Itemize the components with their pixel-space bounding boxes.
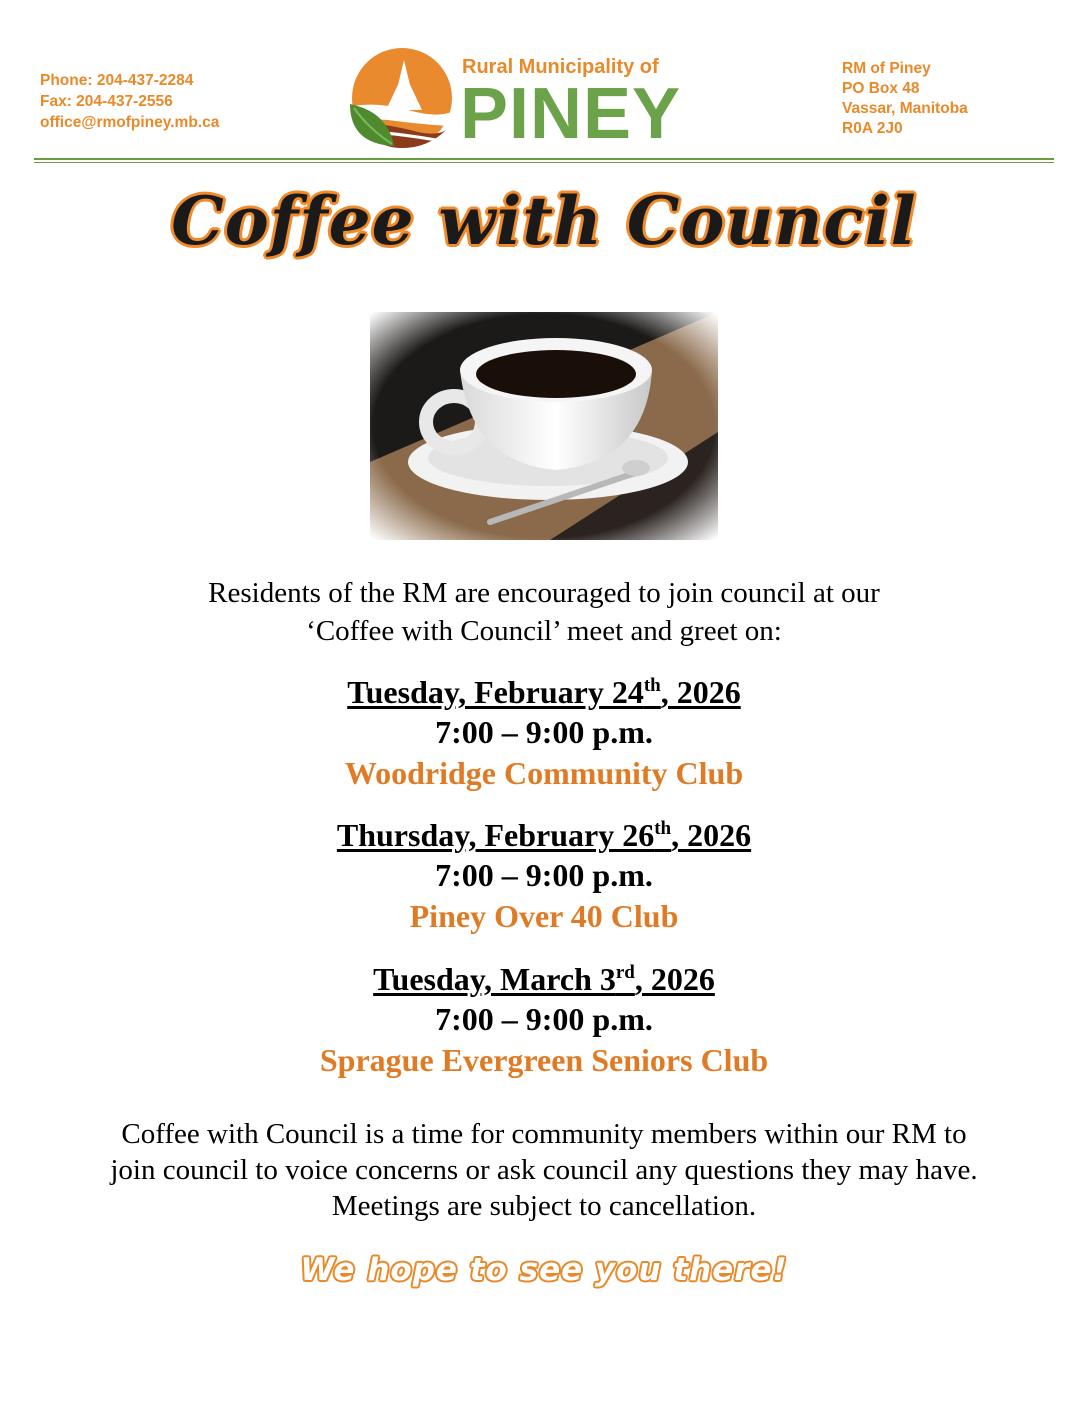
address-line: RM of Piney	[842, 60, 931, 77]
municipality-logo	[348, 46, 708, 154]
piney-emblem-icon	[348, 46, 458, 150]
description-line: Coffee with Council is a time for community members within our RM to	[121, 1118, 967, 1150]
event-time: 7:00 – 9:00 p.m.	[435, 1001, 653, 1037]
event-block	[0, 672, 1088, 794]
event-location: Woodridge Community Club	[344, 755, 744, 791]
header-divider-thin	[34, 162, 1054, 163]
event-date: Tuesday, February 24th, 2026	[347, 674, 741, 710]
event-block	[0, 815, 1088, 937]
event-location: Sprague Evergreen Seniors Club	[319, 1042, 769, 1078]
page-title: Coffee with Council	[171, 182, 917, 260]
description-text	[0, 1116, 1088, 1224]
event-time: 7:00 – 9:00 p.m.	[435, 857, 653, 893]
event-time: 7:00 – 9:00 p.m.	[435, 714, 653, 750]
event-date: Tuesday, March 3rd, 2026	[373, 961, 715, 997]
description-line: join council to voice concerns or ask council any questions they may have.	[110, 1154, 978, 1186]
description-line: Meetings are subject to cancellation.	[331, 1190, 757, 1222]
phone-number: Phone: 204-437-2284	[40, 72, 194, 89]
address-line: Vassar, Manitoba	[842, 100, 968, 117]
event-location: Piney Over 40 Club	[409, 898, 679, 934]
event-date: Thursday, February 26th, 2026	[336, 817, 752, 853]
mailing-address	[842, 59, 1062, 139]
coffee-cup-photo	[370, 312, 718, 540]
intro-line: Residents of the RM are encouraged to join council at our	[208, 577, 880, 609]
address-line: PO Box 48	[842, 80, 920, 97]
intro-line: ‘Coffee with Council’ meet and greet on:	[306, 615, 782, 647]
fax-number: Fax: 204-437-2556	[40, 93, 173, 110]
header-divider	[34, 158, 1054, 160]
intro-text	[0, 574, 1088, 650]
closing-message: We hope to see you there!	[300, 1252, 788, 1288]
event-block	[0, 959, 1088, 1081]
email-address[interactable]: office@rmofpiney.mb.ca	[40, 114, 220, 131]
contact-info	[40, 70, 340, 133]
address-line: R0A 2J0	[842, 120, 903, 137]
logo-subtitle: Rural Municipality of	[462, 56, 659, 78]
logo-title: PINEY	[460, 74, 682, 154]
